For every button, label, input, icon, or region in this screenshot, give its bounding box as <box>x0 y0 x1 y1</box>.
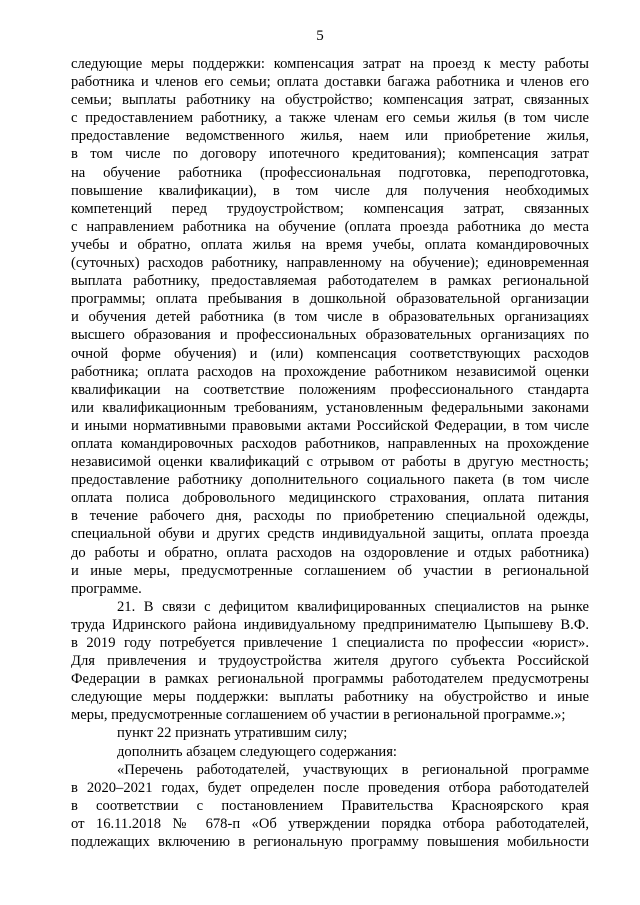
text-line: меры, предусмотренные соглашением об участии в региональной программе.»; <box>71 707 566 724</box>
text-line: и обучения детей работника (в том числе в образовательных организациях <box>71 309 589 326</box>
text-line: с направлением работника на обучение (оплата проезда работника до места <box>71 218 589 235</box>
text-line: до работы и обратно, оплата расходов на оздоровление и отдых работника) <box>71 544 589 561</box>
body-text <box>71 55 589 851</box>
text-line: очной форме обучения) и (или) компенсация соответствующих расходов <box>71 345 589 362</box>
text-line: на обучение работника (профессиональная подготовка, переподготовка, <box>71 164 589 181</box>
text-line: следующие меры поддержки: компенсация затрат на проезд к месту работы <box>71 56 589 72</box>
page-number: 5 <box>316 28 324 44</box>
text-line: предоставление работнику дополнительного социального пакета (в том числе <box>71 472 589 489</box>
text-line: работника; оплата расходов на прохождение работником независимой оценки <box>71 363 589 380</box>
text-line: в 2019 году потребуется привлечение 1 специалиста по профессии «юрист». <box>71 635 589 651</box>
text-line: или квалификационным требованиям, установленным федеральными законами <box>71 399 589 416</box>
text-line: оплата командировочных расходов работников, направленных на прохождение <box>71 435 589 452</box>
text-line: (суточных) расходов работнику, направленному на обучение); единовременная <box>71 255 589 272</box>
text-line: высшего образования и профессиональных образовательных организациях по <box>71 327 589 344</box>
text-line: от 16.11.2018 № 678-п «Об утверждении порядка отбора работодателей, <box>71 815 589 832</box>
text-line: программы; оплата пребывания в дошкольной образовательной организации <box>71 291 589 308</box>
text-line: квалификации на соответствие положениям профессионального стандарта <box>71 381 589 398</box>
text-line: независимой оценки квалификаций с отрывом от работы в другую местность; <box>71 454 589 471</box>
text-line: с предоставлением работнику, а также членам его семьи жилья (в том числе <box>71 110 589 127</box>
text-line: программе. <box>71 580 142 597</box>
text-line: семьи; выплаты работнику на обустройство; компенсация затрат, связанных <box>71 92 589 109</box>
text-line: труда Идринского района индивидуальному предпринимателю Цыпышеву В.Ф. <box>71 616 589 633</box>
text-line: повышение квалификации), в том числе для получения необходимых <box>71 182 589 199</box>
text-line: 21. В связи с дефицитом квалифицированных специалистов на рынке <box>117 598 589 615</box>
text-line: выплата работнику, предоставляемая работодателем в рамках региональной <box>71 273 589 290</box>
text-line: в течение рабочего дня, расходы по приобретению специальной одежды, <box>71 508 589 525</box>
text-line: учебы и обратно, оплата жилья на время учебы, оплата командировочных <box>71 236 589 253</box>
text-line: в том числе по договору ипотечного кредитования); компенсация затрат <box>71 146 589 163</box>
text-line: Для привлечения и трудоустройства жителя другого субъекта Российской <box>71 653 589 670</box>
text-line: оплата полиса добровольного медицинского страхования, оплата питания <box>71 490 589 507</box>
text-line: Федерации в рамках региональной программы работодателем предусмотрены <box>71 671 589 688</box>
text-line: в 2020–2021 годах, будет определен после проведения отбора работодателей <box>71 779 589 796</box>
text-line: специальной обуви и других средств индивидуальной защиты, оплата проезда <box>71 526 589 543</box>
text-line: работника и членов его семьи; оплата доставки багажа работника и членов его <box>71 74 589 91</box>
text-line: предоставление ведомственного жилья, наем или приобретение жилья, <box>71 128 589 145</box>
text-line: и иными нормативными правовыми актами Российской Федерации, в том числе <box>71 417 589 434</box>
text-line: подлежащих включению в региональную программу повышения мобильности <box>71 834 589 851</box>
text-line: компетенций перед трудоустройством; компенсация затрат, связанных <box>71 200 589 217</box>
text-line: следующие меры поддержки: выплаты работнику на обустройство и иные <box>71 689 589 706</box>
text-line: дополнить абзацем следующего содержания: <box>117 743 397 760</box>
text-line: «Перечень работодателей, участвующих в региональной программе <box>117 761 589 778</box>
text-line: пункт 22 признать утратившим силу; <box>117 725 348 742</box>
text-line: и иные меры, предусмотренные соглашением об участии в региональной <box>71 562 589 579</box>
text-line: в соответствии с постановлением Правительства Красноярского края <box>71 797 589 814</box>
